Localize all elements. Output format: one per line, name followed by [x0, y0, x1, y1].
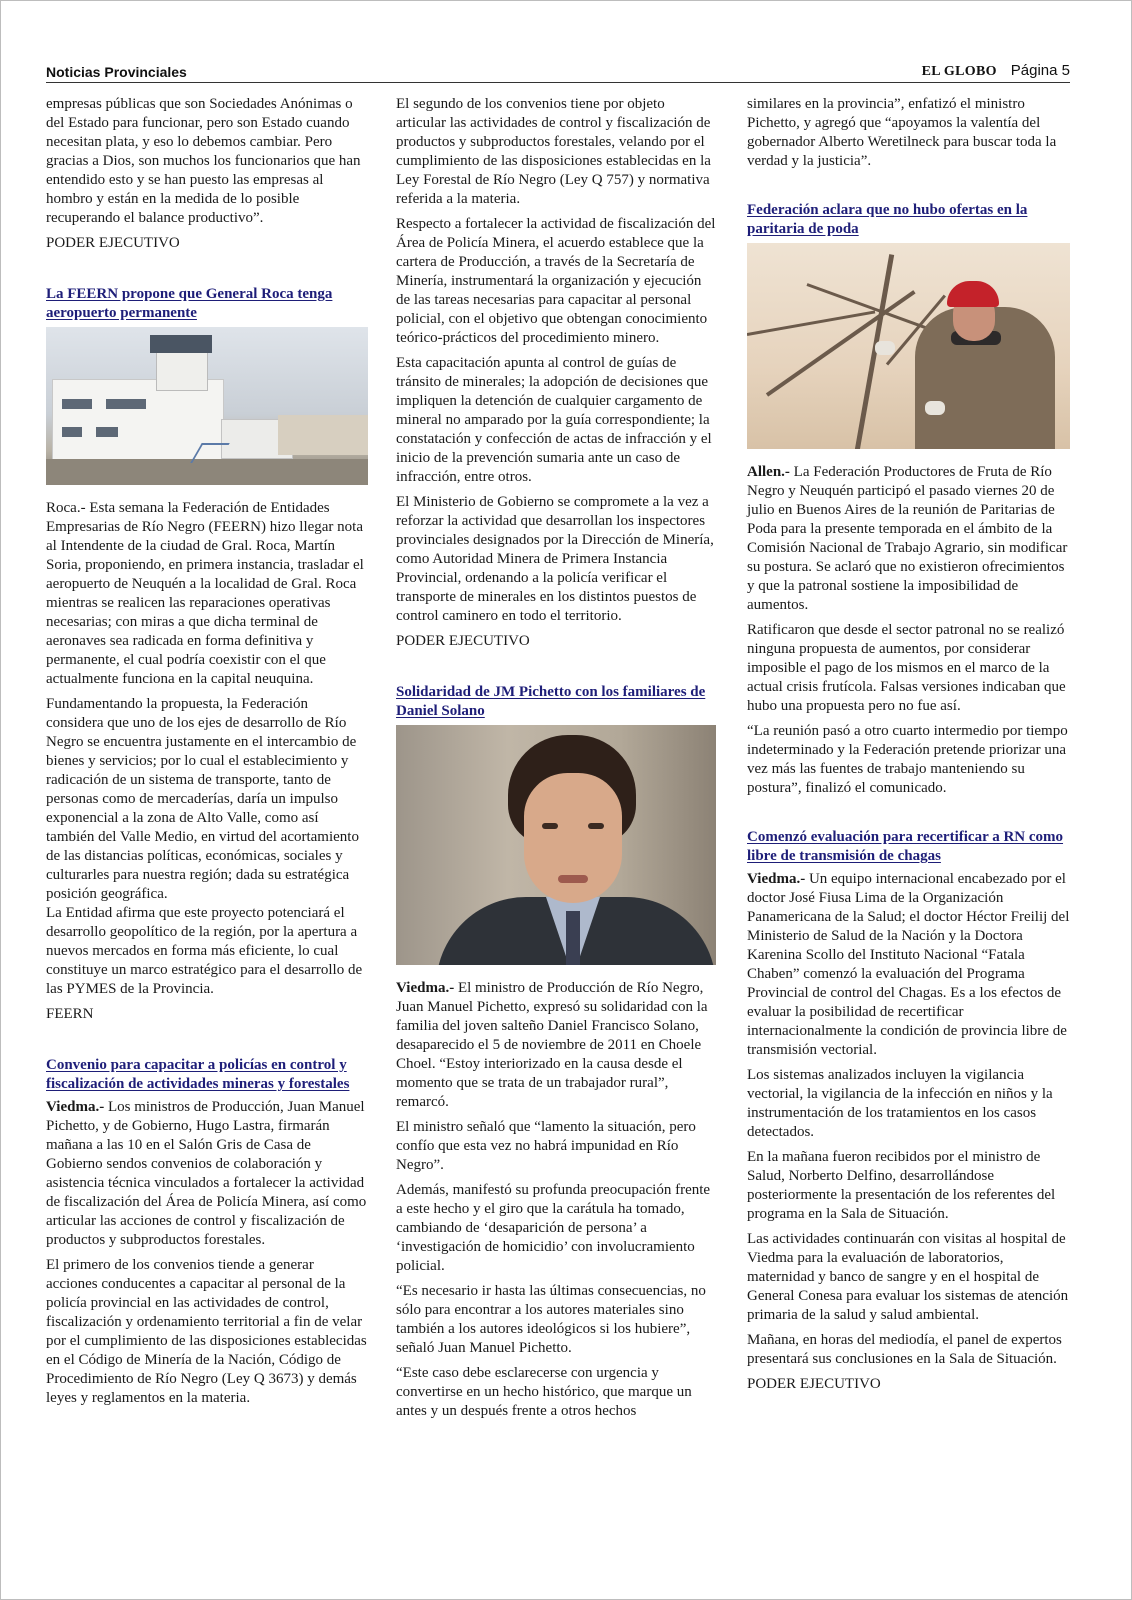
paragraph: Fundamentando la propuesta, la Federación considera que uno de los ejes de desarrollo de Río Negro se encuentra justamente en el intercambio de bienes y servicios; por lo cual el establecimiento y radicación de un sistema de transporte, tanto de personas como de mercaderías, daría un impulso exponencial a la zona de Alto Valle, como así también del Valle Medio, en virtud del acortamiento de las distancias políticas, económicas, sociales y culturarles para nuestra región; dada su estratégica posición geográfica. [46, 696, 359, 902]
paragraph-text: Un equipo internacional encabezado por el doctor José Fiusa Lima de la Organización Panamericana de la Salud; el doctor Héctor Freilij del Ministerio de Salud de la Nación y la Doctora Karenina Scollo del Instituto Nacional “Fatala Chaben” comenzó la evaluación del Programa Provincial de control del Chagas. Es a los efectos de evaluar la posibilidad de recertificar internacionalmente la condición de provincia libre de transmisión vectorial. [747, 871, 1070, 1058]
paragraph: Mañana, en horas del mediodía, el panel de expertos presentará sus conclusiones en la Sala de Situación. [747, 1332, 1062, 1367]
paragraph [747, 463, 1070, 615]
paragraph: En la mañana fueron recibidos por el ministro de Salud, Norberto Delfino, desarrollándose posteriormente la presentación de los referentes del programa en la Sala de Situación. [747, 1149, 1056, 1222]
page-header [46, 62, 1070, 83]
continued-paragraph: empresas públicas que son Sociedades Anónimas o del Estado para funcionar, pero son Estado cuando necesitan plata, y eso lo debemos cambiar. Pero gracias a Dios, son muchos los funcionarios que han entendido esto y se han puesto las empresas al hombro y están en la medida de lo posible recuperando el balance productivo”. [46, 96, 361, 226]
portrait-photo [396, 725, 716, 965]
paragraph: “La reunión pasó a otro cuarto intermedio por tiempo indeterminado y la Federación pretende priorizar una vez más las fuentes de trabajo manteniendo su postura”, finalizó el comunicado. [747, 723, 1068, 796]
paragraph-text: Los ministros de Producción, Juan Manuel Pichetto, y de Gobierno, Hugo Lastra, firmarán mañana a las 10 en el Salón Gris de Casa de Gobierno sendos convenios de colaboración y asistencia técnica vinculados a fortalecer la actividad de fiscalización del Área de Policía Minera, así como articular las acciones de control y fiscalización de productos y subproductos forestales. [46, 1099, 367, 1248]
page-number: Página 5 [1010, 62, 1070, 79]
paragraph: Ratificaron que desde el sector patronal no se realizó ninguna propuesta de aumentos, por considerar imposible el pago de los mismos en el marco de la actual crisis frutícola. Falsas versiones indicaban que hubo una propuesta pero no fue así. [747, 622, 1066, 714]
paragraph: El ministro señaló que “lamento la situación, pero confío que esta vez no habrá impunidad en Río Negro”. [396, 1119, 696, 1173]
article-signature: PODER EJECUTIVO [396, 633, 530, 649]
paragraph [46, 1098, 368, 1250]
paragraph: El segundo de los convenios tiene por objeto articular las actividades de control y fiscalización de productos y subproductos forestales, velando por el cumplimiento de las disposiciones establecidas en la Ley Forestal de Río Negro (Ley Q 757) y normativa referida a la materia. [396, 96, 711, 207]
column-2 [396, 95, 716, 1427]
article-signature: FEERN [46, 1006, 94, 1022]
section-name: Noticias Provinciales [46, 64, 187, 80]
headline-feern-airport[interactable]: La FEERN propone que General Roca tenga aeropuerto permanente [46, 286, 333, 321]
paragraph: “Es necesario ir hasta las últimas consecuencias, no sólo para encontrar a los autores materiales sino también a los autores ideológicos si los hubiere”, señaló Juan Manuel Pichetto. [396, 1283, 706, 1356]
paragraph: Respecto a fortalecer la actividad de fiscalización del Área de Policía Minera, el acuerdo establece que la cartera de Producción, a través de la Secretaría de Minería, instrumentará la organización y ejecución de las tareas necesarias para capacitar al personal policial, con el objetivo que obtengan conocimiento teórico-prácticos del procedimiento minero. [396, 216, 716, 346]
column-1 [46, 95, 368, 1414]
paragraph: Los sistemas analizados incluyen la vigilancia vectorial, la vigilancia de la infección en niños y la instrumentación de los tratamientos en los casos detectados. [747, 1067, 1053, 1140]
paragraph: El primero de los convenios tiende a generar acciones conducentes a capacitar al personal de la policía provincial en las actividades de control, fiscalización y ordenamiento territorial a fin de velar por el cumplimiento de las disposiciones establecidas en el Código de Minería de la Nación, Código de Procedimiento de Río Negro (Ley Q 3673) y demás leyes y reglamentos en la materia. [46, 1257, 367, 1406]
dateline: Viedma.- [46, 1099, 105, 1115]
paragraph [747, 870, 1070, 1060]
paragraph: La Entidad afirma que este proyecto potenciará el desarrollo geopolítico de la región, por la apertura a nuevos mercados en forma más eficiente, lo cual constituye un marco estratégico para el desarrollo de las PYMES de la Provincia. [46, 905, 363, 997]
paragraph: Además, manifestó su profunda preocupación frente a este hecho y el giro que la carátula ha tomado, cambiando de ‘desaparición de persona’ a ‘investigación de homicidio’ con involucramiento policial. [396, 1182, 711, 1274]
paragraph-text: La Federación Productores de Fruta de Río Negro y Neuquén participó el pasado viernes 20 de julio en Buenos Aires de la reunión de Paritarias de Poda para la presente temporada en el ámbito de la Comisión Nacional de Trabajo Agrario, sin modificar su postura. Se aclaró que no existieron ofrecimientos y que la patronal sostiene la imposibilidad de aumentos. [747, 464, 1068, 613]
paragraph: El Ministerio de Gobierno se compromete a la vez a reforzar la actividad que desarrollan los inspectores provinciales designados por la Dirección de Minería, como Autoridad Minera de Primera Instancia Provincial, ordenando a la policía verificar el transporte de minerales en los distintos puestos de control caminero en todo el territorio. [396, 494, 714, 624]
column-3 [747, 95, 1070, 1394]
headline-pichetto-solano[interactable]: Solidaridad de JM Pichetto con los familiares de Daniel Solano [396, 684, 706, 719]
headline-paritaria-poda[interactable]: Federación aclara que no hubo ofertas en la paritaria de poda [747, 202, 1028, 237]
airport-photo [46, 327, 368, 485]
paragraph: Roca.- Esta semana la Federación de Entidades Empresarias de Río Negro (FEERN) hizo llegar nota al Intendente de la ciudad de Gral. Roca, Martín Soria, proponiendo, en primera instancia, trasladar el aeropuerto de Neuquén a la localidad de Gral. Roca mientras se realicen las reparaciones operativas necesarias; con miras a que dicha terminal de aeronaves sea radicada en forma definitiva y permanente, el cual podría coexistir con el que actualmente funciona en la capital neuquina. [46, 500, 364, 687]
paragraph: Esta capacitación apunta al control de guías de tránsito de minerales; la adopción de decisiones que impliquen la detención de cualquier cargamento de mineral no amparado por la guía correspondiente; la constatación y confección de actas de infracción y el inicio de la prevención sumaria ante un caso de infracción, entre otros. [396, 355, 712, 485]
headline-chagas[interactable]: Comenzó evaluación para recertificar a RN como libre de transmisión de chagas [747, 829, 1064, 864]
dateline: Viedma.- [396, 980, 455, 996]
paper-name: EL GLOBO [921, 64, 997, 79]
article-signature: PODER EJECUTIVO [46, 235, 180, 251]
article-signature: PODER EJECUTIVO [747, 1376, 881, 1392]
masthead [922, 62, 1070, 80]
dateline: Viedma.- [747, 871, 806, 887]
pruning-photo [747, 243, 1070, 449]
continued-paragraph: similares en la provincia”, enfatizó el ministro Pichetto, y agregó que “apoyamos la valentía del gobernador Alberto Weretilneck para buscar toda la verdad y la justicia”. [747, 96, 1057, 169]
paragraph [396, 979, 716, 1112]
headline-convenio-policias[interactable]: Convenio para capacitar a policías en control y fiscalización de actividades mineras y forestales [46, 1057, 350, 1092]
paragraph: Las actividades continuarán con visitas al hospital de Viedma para la evaluación de laboratorios, maternidad y banco de sangre y en el hospital de General Conesa para evaluar los sistemas de atención primaria de la salud y salud ambiental. [747, 1231, 1069, 1323]
paragraph: “Este caso debe esclarecerse con urgencia y convertirse en un hecho histórico, que marque un antes y un después frente a otros hechos [396, 1365, 692, 1419]
paragraph-text: El ministro de Producción de Río Negro, Juan Manuel Pichetto, expresó su solidaridad con la familia del joven salteño Daniel Francisco Solano, desaparecido el 5 de noviembre de 2011 en Choele Choel. “Estoy interiorizado en la causa desde el momento que se trata de un trabajador rural”, remarcó. [396, 980, 708, 1110]
dateline: Allen.- [747, 464, 790, 480]
